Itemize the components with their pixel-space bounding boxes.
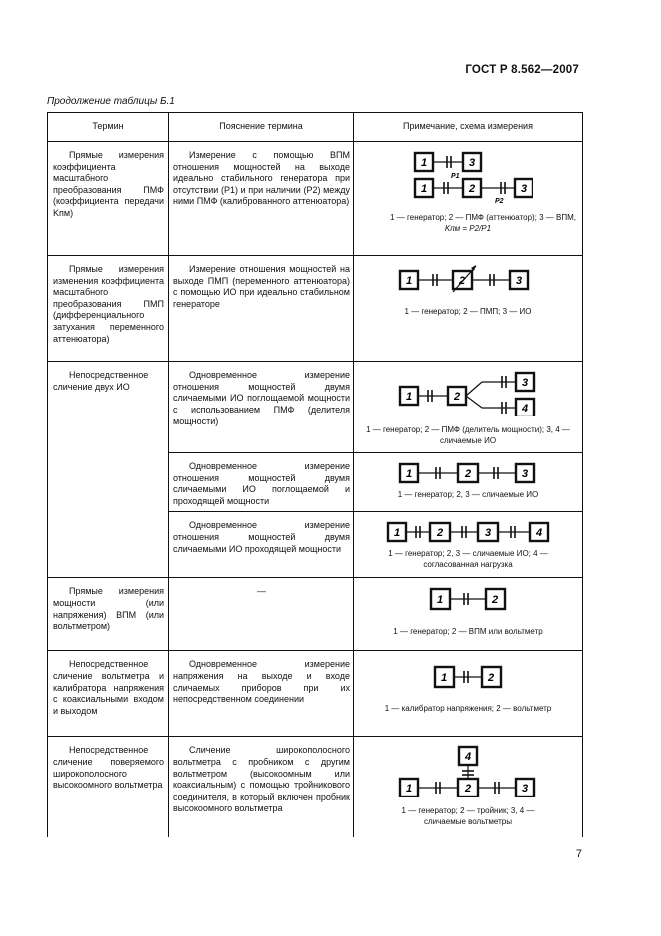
note-cell: [354, 142, 583, 256]
explanation-cell: Сличение широкополосного вольтметра с пробником с другим вольтметром (высокоомным или коаксиальным) с помощью тройникового соединителя, в который включен пробник высокоомного вольтметра: [169, 737, 354, 837]
svg-text:3: 3: [521, 468, 529, 480]
explanation-cell: —: [169, 578, 354, 651]
svg-text:3: 3: [468, 157, 476, 169]
scheme-caption: 1 — генератор; 2 — ПМФ (делитель мощности); 3, 4 — сличаемые ИО: [366, 425, 570, 445]
note-cell: [354, 256, 583, 362]
table-row: [48, 256, 583, 362]
svg-text:1: 1: [440, 672, 448, 685]
measurement-scheme-8: [398, 745, 538, 797]
scheme-caption: 1 — генератор; 2, 3 — сличаемые ИО: [397, 490, 539, 499]
term-cell: Прямые измерения изменения коэффициента масштабного преобразования ПМП (дифференциального затухания переменного аттенюатора): [48, 256, 169, 362]
document-number: ГОСТ Р 8.562—2007: [465, 64, 579, 76]
explanation-cell: Одновременное измерение напряжения на выходе и входе сличаемых приборов при их непосредственном соединении: [169, 651, 354, 737]
note-cell: [354, 578, 583, 651]
svg-text:2: 2: [453, 391, 461, 403]
explanation-cell: Измерение отношения мощностей на выходе ПМП (переменного аттенюатора) с помощью ИО при идеально стабильном генераторе: [169, 256, 354, 362]
term-cell: Прямые измерения коэффициента масштабного преобразования ПМФ (коэффициента передачи Kпм): [48, 142, 169, 256]
scheme-formula: Kпм = P2/P1: [444, 224, 492, 233]
explanation-cell: Одновременное измерение отношения мощностей двумя сличаемыми ИО поглощаемой и проходящей мощности: [169, 453, 354, 512]
table-row: [48, 651, 583, 737]
table-row: [48, 362, 583, 453]
svg-text:4: 4: [521, 403, 529, 415]
svg-text:3: 3: [521, 377, 529, 389]
table-continuation-caption: Продолжение таблицы Б.1: [47, 96, 175, 107]
svg-text:1: 1: [405, 391, 413, 403]
note-cell: [354, 453, 583, 512]
page-number: 7: [575, 848, 582, 860]
p2-label: P2: [495, 198, 504, 205]
svg-text:3: 3: [484, 527, 492, 540]
measurement-scheme-2: [398, 264, 538, 294]
scheme-caption: 1 — калибратор напряжения; 2 — вольтметр: [384, 704, 552, 714]
svg-text:2: 2: [487, 672, 495, 685]
column-header-term: Термин: [48, 113, 169, 142]
terms-table: [47, 112, 583, 837]
column-header-explanation: Пояснение термина: [169, 113, 354, 142]
svg-text:2: 2: [464, 783, 472, 796]
svg-text:2: 2: [436, 527, 444, 540]
term-cell: Прямые измерения мощности (или напряжения) ВПМ (или вольтметром): [48, 578, 169, 651]
measurement-scheme-1: [403, 150, 533, 206]
svg-text:1: 1: [405, 468, 413, 480]
scheme-caption: 1 — генератор; 2 — ПМП; 3 — ИО: [404, 307, 532, 316]
svg-text:1: 1: [405, 275, 413, 287]
explanation-cell: Одновременное измерение отношения мощностей двумя сличаемыми ИО проходящей мощности: [169, 512, 354, 578]
table-row: [48, 142, 583, 256]
note-cell: [354, 737, 583, 837]
svg-text:4: 4: [464, 751, 472, 764]
column-header-note: Примечание, схема измерения: [354, 113, 583, 142]
svg-text:1: 1: [420, 183, 428, 195]
svg-text:3: 3: [520, 183, 528, 195]
table-row: [48, 578, 583, 651]
scheme-caption: 1 — генератор; 2, 3 — сличаемые ИО; 4 — согласованная нагрузка: [388, 549, 548, 570]
note-cell: [354, 362, 583, 453]
measurement-scheme-4: [398, 461, 538, 485]
svg-text:3: 3: [521, 783, 529, 796]
svg-text:1: 1: [436, 594, 444, 607]
term-cell: Непосредственное сличение поверяемого широкополосного высокоомного вольтметра: [48, 737, 169, 837]
svg-text:1: 1: [420, 157, 428, 169]
svg-text:2: 2: [458, 275, 466, 287]
note-cell: [354, 651, 583, 737]
measurement-scheme-7: [433, 663, 503, 691]
svg-text:2: 2: [491, 594, 499, 607]
note-cell: [354, 512, 583, 578]
svg-text:4: 4: [535, 527, 543, 540]
scheme-caption: 1 — генератор; 2 — ПМФ (аттенюатор); 3 — ВПМ,: [390, 213, 576, 222]
svg-text:2: 2: [468, 183, 476, 195]
explanation-cell: Измерение с помощью ВПМ отношения мощностей на выходе идеально стабильного генератора при отсутствии (P1) и при наличии (P2) между ними ПМФ (калиброванного аттенюатора): [169, 142, 354, 256]
explanation-cell: Одновременное измерение отношения мощностей двумя сличаемыми ИО поглощаемой мощности с использованием ПМФ (делителя мощности): [169, 362, 354, 453]
svg-text:1: 1: [393, 527, 401, 540]
term-cell: Непосредственное сличение двух ИО: [48, 362, 169, 578]
scheme-caption: 1 — генератор; 2 — тройник; 3, 4 — сличаемые вольтметры: [401, 806, 535, 827]
p1-label: P1: [451, 173, 460, 180]
svg-text:3: 3: [515, 275, 523, 287]
svg-text:2: 2: [464, 468, 472, 480]
scheme-caption: 1 — генератор; 2 — ВПМ или вольтметр: [393, 627, 543, 637]
term-cell: Непосредственное сличение вольтметра и калибратора напряжения с коаксиальными входом и выходом: [48, 651, 169, 737]
table-row: [48, 737, 583, 837]
measurement-scheme-6: [428, 586, 508, 612]
table-header-row: [48, 113, 583, 142]
svg-text:1: 1: [405, 783, 413, 796]
measurement-scheme-5: [386, 520, 550, 544]
measurement-scheme-3: [398, 370, 538, 416]
